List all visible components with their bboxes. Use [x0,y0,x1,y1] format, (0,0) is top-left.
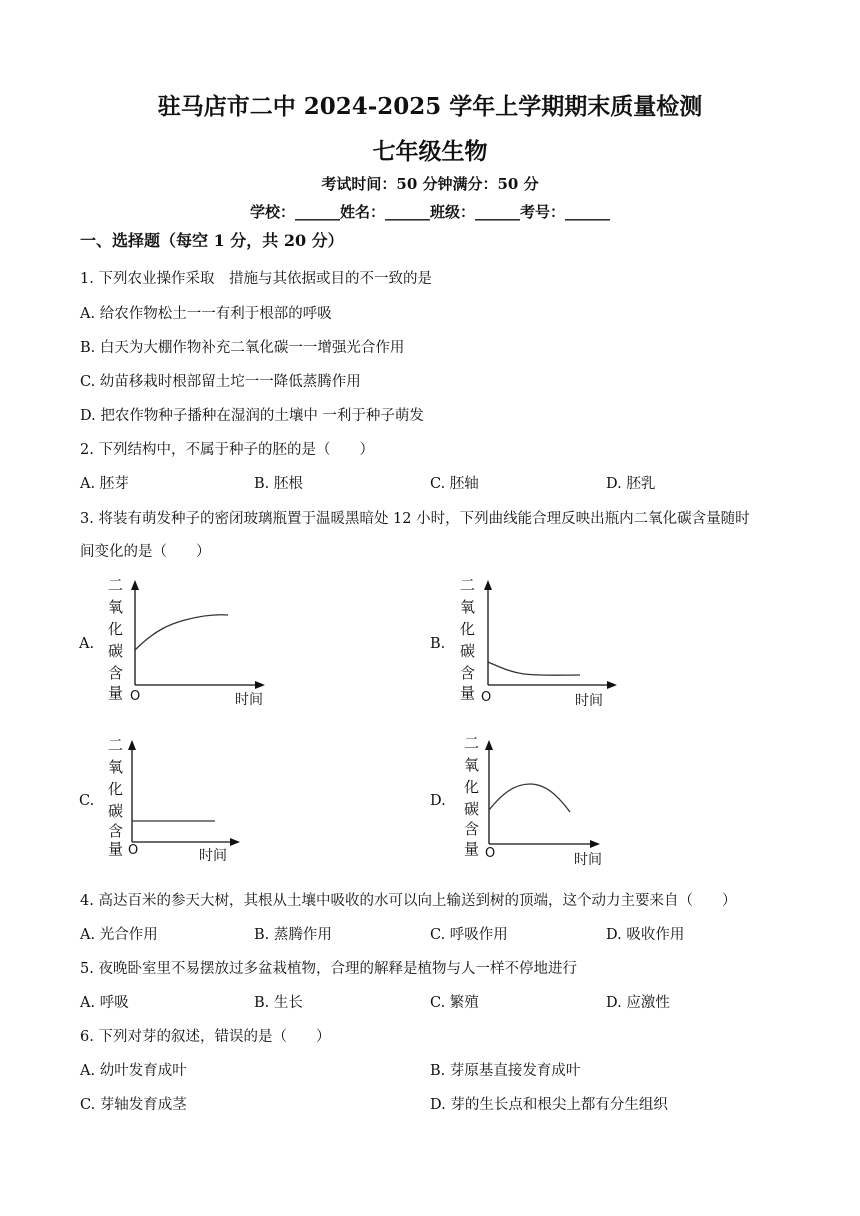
graph-c-label: C. [79,793,95,809]
svg-text:含: 含 [464,820,480,838]
question-4-option-b: B. 蒸腾作用 [254,927,332,943]
graph-a-ylabel [108,576,123,702]
graph-c-x-arrow [230,838,240,846]
question-1-stem: 1. 下列农业操作采取 措施与其依据或目的不一致的是 [80,271,432,287]
graph-d-origin: O [485,846,496,861]
question-1-option-a: A. 给农作物松土一一有利于根部的呼吸 [80,306,332,322]
graph-c-y-arrow [128,740,136,750]
student-fill-line: 学校：______姓名：______班级：______考号：______ [249,203,610,221]
svg-text:氧: 氧 [460,598,476,616]
graph-a [100,570,280,710]
graph-a-y-arrow [131,580,139,590]
svg-text:二: 二 [460,576,476,594]
svg-text:化: 化 [108,780,124,798]
graph-d [452,730,632,870]
svg-text:二: 二 [108,576,124,594]
question-5-option-b: B. 生长 [254,995,303,1011]
question-2-option-d: D. 胚乳 [606,476,656,492]
graph-c-origin: O [128,843,139,858]
svg-text:碳: 碳 [464,800,480,818]
graph-b-x-arrow [607,681,617,689]
svg-text:量: 量 [108,684,124,702]
graph-c [100,730,280,870]
section-title: 一、选择题（每空 1 分，共 20 分） [80,231,344,250]
graph-a-curve [135,615,228,650]
svg-text:量: 量 [108,840,124,858]
graph-d-ylabel [464,734,479,858]
graph-d-y-arrow [485,740,493,750]
question-6-option-d: D. 芽的生长点和根尖上都有分生组织 [430,1097,668,1113]
graph-d-x-arrow [590,840,600,848]
question-2-option-c: C. 胚轴 [430,476,479,492]
question-3-stem-line-2: 间变化的是（ ） [80,544,211,560]
svg-text:含: 含 [108,664,124,682]
svg-text:碳: 碳 [108,642,124,660]
graph-d-xlabel: 时间 [574,852,602,868]
paper-subtitle: 七年级生物 [372,138,488,165]
graph-d-curve [489,784,570,812]
question-4-option-d: D. 吸收作用 [606,927,685,943]
graph-a-xlabel: 时间 [235,692,263,708]
svg-text:含: 含 [460,664,476,682]
question-1-option-c: C. 幼苗移栽时根部留土坨一一降低蒸腾作用 [80,374,361,390]
graph-c-ylabel [108,736,123,858]
question-1-option-d: D. 把农作物种子播种在湿润的土壤中 一利于种子萌发 [80,408,424,424]
svg-text:含: 含 [108,822,124,840]
graph-d-label: D. [430,793,446,809]
question-2-option-a: A. 胚芽 [80,476,129,492]
graph-c-xlabel: 时间 [199,848,227,864]
question-5-option-a: A. 呼吸 [80,995,129,1011]
svg-text:碳: 碳 [108,802,124,820]
question-4-option-a: A. 光合作用 [80,927,158,943]
question-1-option-b: B. 白天为大棚作物补充二氧化碳一一增强光合作用 [80,340,405,356]
paper-title: 驻马店市二中 2024-2025 学年上学期期末质量检测 [157,93,703,120]
question-6-option-b: B. 芽原基直接发育成叶 [430,1063,581,1079]
graph-b [452,570,632,710]
graph-a-label: A. [79,636,95,652]
svg-text:二: 二 [464,734,480,752]
graph-a-origin: O [130,689,141,704]
question-5-option-d: D. 应激性 [606,995,670,1011]
graph-b-origin: O [481,690,492,705]
question-5-stem: 5. 夜晚卧室里不易摆放过多盆栽植物，合理的解释是植物与人一样不停地进行 [80,961,577,977]
svg-text:氧: 氧 [108,598,124,616]
svg-text:量: 量 [460,684,476,702]
question-4-stem: 4. 高达百米的参天大树，其根从土壤中吸收的水可以向上输送到树的顶端，这个动力主要来自（ ） [80,893,737,909]
question-6-option-c: C. 芽轴发育成茎 [80,1097,187,1113]
svg-text:二: 二 [108,736,124,754]
question-5-option-c: C. 繁殖 [430,995,479,1011]
graph-b-label: B. [430,636,446,652]
question-2-stem: 2. 下列结构中，不属于种子的胚的是（ ） [80,442,374,458]
question-6-option-a: A. 幼叶发育成叶 [80,1063,187,1079]
exam-info: 考试时间：50 分钟满分：50 分 [321,175,539,193]
graph-b-xlabel: 时间 [575,693,603,709]
question-6-stem: 6. 下列对芽的叙述，错误的是（ ） [80,1029,331,1045]
question-4-option-c: C. 呼吸作用 [430,927,508,943]
svg-text:氧: 氧 [464,756,480,774]
svg-text:化: 化 [464,778,480,796]
graph-b-ylabel [460,576,475,702]
question-3-stem-line-1: 3. 将装有萌发种子的密闭玻璃瓶置于温暖黑暗处 12 小时，下列曲线能合理反映出瓶内二氧化碳含量随时 [80,511,750,527]
svg-text:化: 化 [460,620,476,638]
svg-text:化: 化 [108,620,124,638]
graph-b-y-arrow [484,580,492,590]
graph-a-x-arrow [255,681,265,689]
svg-text:碳: 碳 [460,642,476,660]
question-2-option-b: B. 胚根 [254,476,303,492]
svg-text:氧: 氧 [108,758,124,776]
svg-text:量: 量 [464,840,480,858]
graph-b-curve [488,662,580,675]
